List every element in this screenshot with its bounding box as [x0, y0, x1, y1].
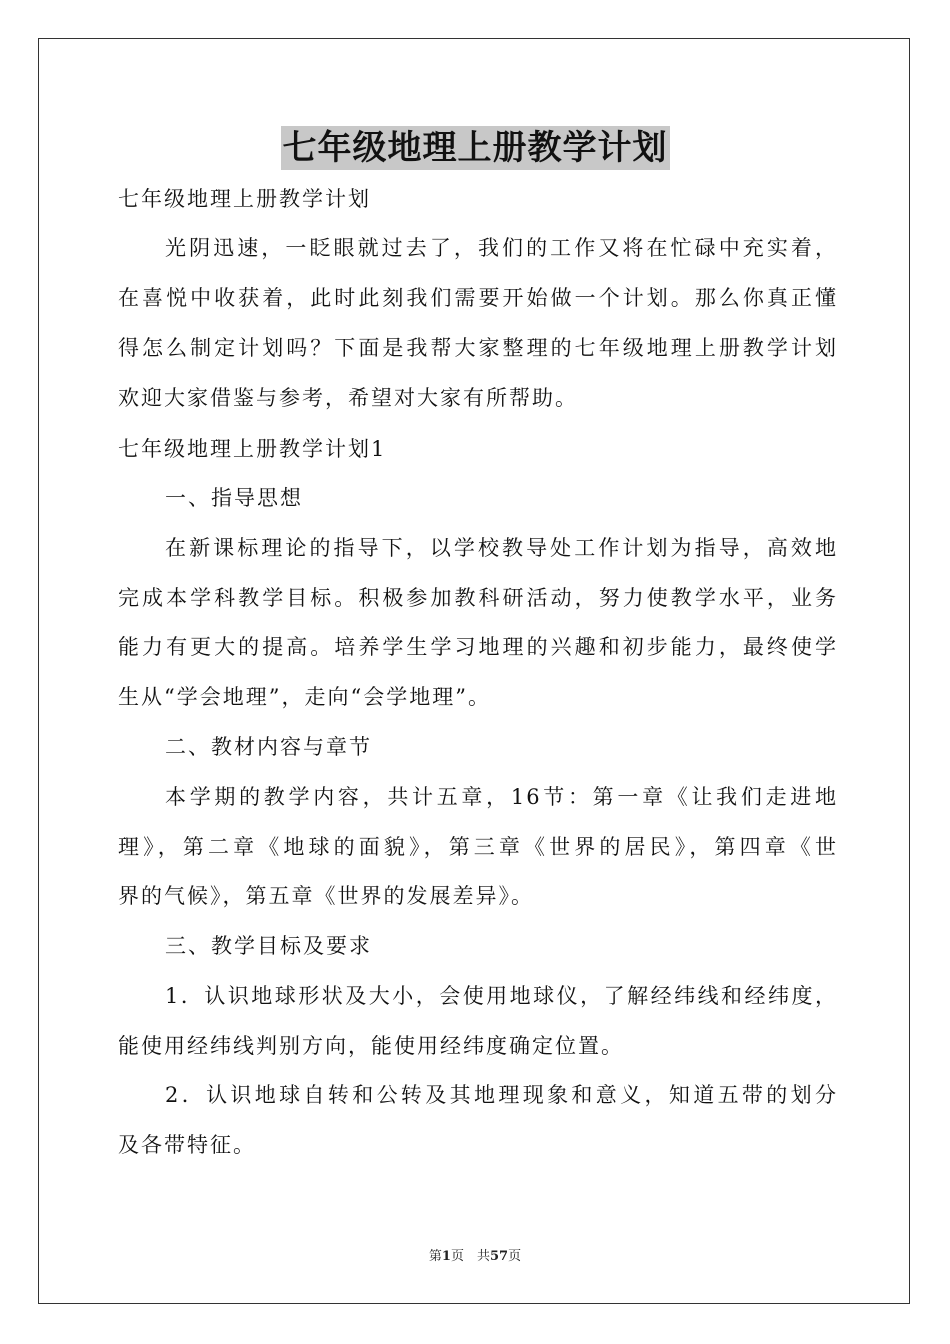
- section-paragraph-line: 生从“学会地理”，走向“会学地理”。: [118, 685, 491, 709]
- intro-line: 光阴迅速，一眨眼就过去了，我们的工作又将在忙碌中充实着，: [165, 236, 838, 260]
- title-container: [0, 126, 950, 170]
- footer-page-mid: 页 共: [450, 1249, 490, 1264]
- section-paragraph-line: 理》，第二章《地球的面貌》，第三章《世界的居民》，第四章《世: [118, 835, 838, 859]
- document-subtitle: 七年级地理上册教学计划: [118, 187, 371, 211]
- section-paragraph-line: 能力有更大的提高。培养学生学习地理的兴趣和初步能力，最终使学: [118, 635, 838, 659]
- footer-page-current: 1: [441, 1249, 451, 1264]
- goal-line: 1．认识地球形状及大小，会使用地球仪，了解经纬线和经纬度，: [165, 984, 838, 1008]
- page-footer: [0, 1248, 950, 1266]
- goal-line: 能使用经纬线判别方向，能使用经纬度确定位置。: [118, 1034, 624, 1058]
- footer-page-total: 57: [489, 1249, 509, 1264]
- section-paragraph-line: 本学期的教学内容，共计五章，16节：第一章《让我们走进地: [165, 785, 838, 809]
- section-heading: 三、教学目标及要求: [165, 934, 372, 958]
- footer-page-suffix: 页: [508, 1249, 522, 1264]
- section-paragraph-line: 在新课标理论的指导下，以学校教导处工作计划为指导，高效地: [165, 536, 838, 560]
- plan-heading: 七年级地理上册教学计划1: [118, 437, 387, 461]
- page-border: [38, 38, 910, 1304]
- intro-line: 得怎么制定计划吗？下面是我帮大家整理的七年级地理上册教学计划: [118, 336, 838, 360]
- section-heading: 一、指导思想: [165, 486, 303, 510]
- document-title: 七年级地理上册教学计划: [282, 128, 668, 168]
- section-heading: 二、教材内容与章节: [165, 735, 372, 759]
- section-paragraph-line: 完成本学科教学目标。积极参加教科研活动，努力使教学水平，业务: [118, 586, 838, 610]
- section-paragraph-line: 界的气候》，第五章《世界的发展差异》。: [118, 884, 534, 908]
- footer-page-prefix: 第: [428, 1249, 442, 1264]
- intro-line: 欢迎大家借鉴与参考，希望对大家有所帮助。: [118, 386, 578, 410]
- intro-line: 在喜悦中收获着，此时此刻我们需要开始做一个计划。那么你真正懂: [118, 286, 838, 310]
- goal-line: 及各带特征。: [118, 1133, 256, 1157]
- goal-line: 2．认识地球自转和公转及其地理现象和意义，知道五带的划分: [165, 1083, 838, 1107]
